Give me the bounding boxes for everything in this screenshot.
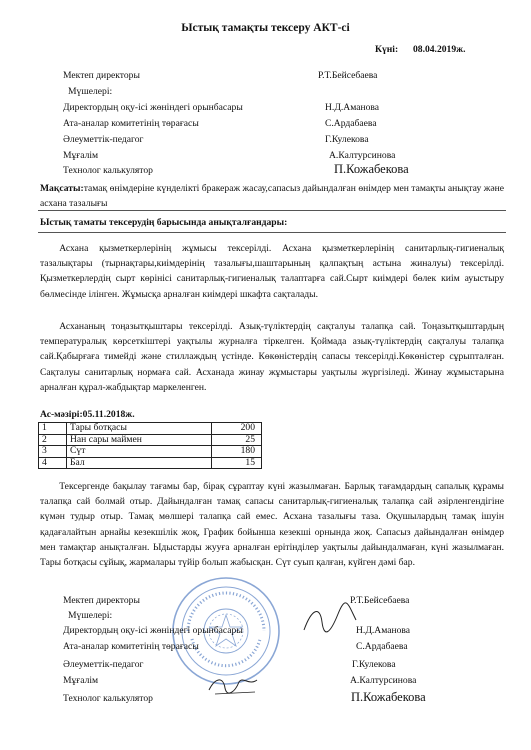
menu-item-name: Тары ботқасы [67,423,212,435]
director-name: Р.Т.Бейсебаева [318,70,378,81]
director-name: Р.Т.Бейсебаева [350,595,410,606]
members-label: Мүшелері: [68,610,113,621]
findings-heading: Ыстық таматы тексерудің барысында анықталғандары: [40,217,288,228]
signature-icon [300,600,360,640]
menu-item-number: 4 [39,457,67,469]
table-row [39,423,262,435]
menu-item-number: 1 [39,423,67,435]
member-role: Әлеуметтік-педагог [63,659,144,670]
menu-item-number: 3 [39,446,67,458]
date-label: Күні: [375,44,399,55]
document-title: Ыстық тамақты тексеру АКТ-сі [181,22,350,34]
member-name: А.Калтурсинова [329,150,396,161]
member-role: Ата-аналар комитетінің төрағасы [63,118,199,129]
member-role: Директордың оқу-ісі жөніндегі орынбасары [63,102,243,113]
date-value: 08.04.2019ж. [412,44,466,55]
menu-table [38,422,262,469]
member-name: Г.Кулекова [352,659,396,670]
member-role: Ата-аналар комитетінің төрағасы [63,641,199,652]
table-row [39,434,262,446]
member-name: П.Кожабекова [351,690,426,704]
director-role: Мектеп директоры [63,595,140,606]
purpose-text: тамақ өнімдеріне күнделікті бракераж жасау,сапасыз дайындалған өнімдер мен тамақты анықтау және асхана тазалығы [40,183,504,210]
member-name: С.Ардабаева [356,641,408,652]
purpose-paragraph [40,181,504,211]
paragraph-storage-text: Асхананың тоңазытқыштары тексерілді. Азық-түліктердің сақталуы талапқа сай. Тоңазытқыштардың температуралық көрсеткіштері уақтылы журналға тіркелген. Қоймада азық-түліктердің сақталуы талапқа сай.Қабырғаға тимейді және стиллаждың үстінде. Көкөністердің сапасы тексерілді.Көкөністер сұрыпталған. Сақталуы санитарлық нормаға сай. Асханада жинау жұмыстары уақтылы жүргізіледі. Жинау жұмыстарына арналған құрал-жабдықтар маркеленген. [40,321,504,393]
purpose-label: Мақсаты: [40,183,84,194]
member-name: П.Кожабекова [334,162,409,176]
member-role: Технолог калькулятор [63,693,153,704]
member-role: Әлеуметтік-педагог [63,134,144,145]
member-name: Н.Д.Аманова [356,625,411,636]
menu-item-qty: 200 [212,423,262,435]
member-name: Г.Кулекова [325,134,369,145]
member-name: Н.Д.Аманова [325,102,380,113]
paragraph-staff [40,241,504,302]
menu-label: Ас-мәзірі:05.11.2018ж. [40,409,135,420]
member-role: Технолог калькулятор [63,165,153,176]
paragraph-staff-text: Асхана қызметкерлерінің жұмысы тексерілді. Асхана қызметкерлерінің санитарлық-гигиеналық тазалықтары (тырнақтары,киімдерінің тазалығы,шаштарының қалпақтың астына жиналуы) тексерілді. Қызметкерлердің сырт көрінісі санитарлық-гигиеналық талаптарға сай.Сырт киімдері бөлек киім ауыстыру бөлмесінде ілінген. Жұмысқа арналған киімдері шкафта сақталады. [40,243,504,300]
signature-icon [205,672,265,702]
table-row [39,457,262,469]
menu-item-name: Бал [67,457,212,469]
paragraph-storage [40,319,504,395]
director-role: Мектеп директоры [63,70,140,81]
menu-item-qty: 25 [212,434,262,446]
member-role: Мұғалім [63,675,99,686]
section-divider [38,232,506,233]
member-name: С.Ардабаева [325,118,377,129]
act-date [375,44,466,56]
menu-item-qty: 180 [212,446,262,458]
menu-item-name: Сүт [67,446,212,458]
member-role: Мұғалім [63,150,99,161]
menu-item-qty: 15 [212,457,262,469]
table-row [39,446,262,458]
member-role: Директордың оқу-ісі жөніндегі орынбасары [63,625,243,636]
paragraph-inspection-text: Тексергенде бақылау тағамы бар, бірақ сұраптау күні жазылмаған. Барлық тағамдардың сапалық құрамы талапқа сай болмай отыр. Дайындалған тамақ сапасы санитарлық-гигиеналық талапқа сай әзірленгендігіне күмән тудыр отыр. Тамақ мөлшері талапқа сай емес. Асхана тазалығы таза. Оқушылардың тамақ ішуін қадағалайтын арнайы кезекшілік жоқ, График бойынша кезекші орнында жоқ. Сапасыз дайындалған өнімдер мен тамақтар анықталған. Ыдыстарды жууға арналған ерітінділер уақтылы дайындалмаған, күні жазылмаған. Тары ботқасы сұйық, жармалары түйір болып жабысқан. Сүт суып қалған, күйген дәмі бар. [40,481,504,569]
menu-item-number: 2 [39,434,67,446]
members-label: Мүшелері: [68,86,113,97]
menu-item-name: Нан сары маймен [67,434,212,446]
paragraph-inspection [40,479,504,570]
member-name: А.Калтурсинова [350,675,417,686]
section-divider [38,210,506,211]
